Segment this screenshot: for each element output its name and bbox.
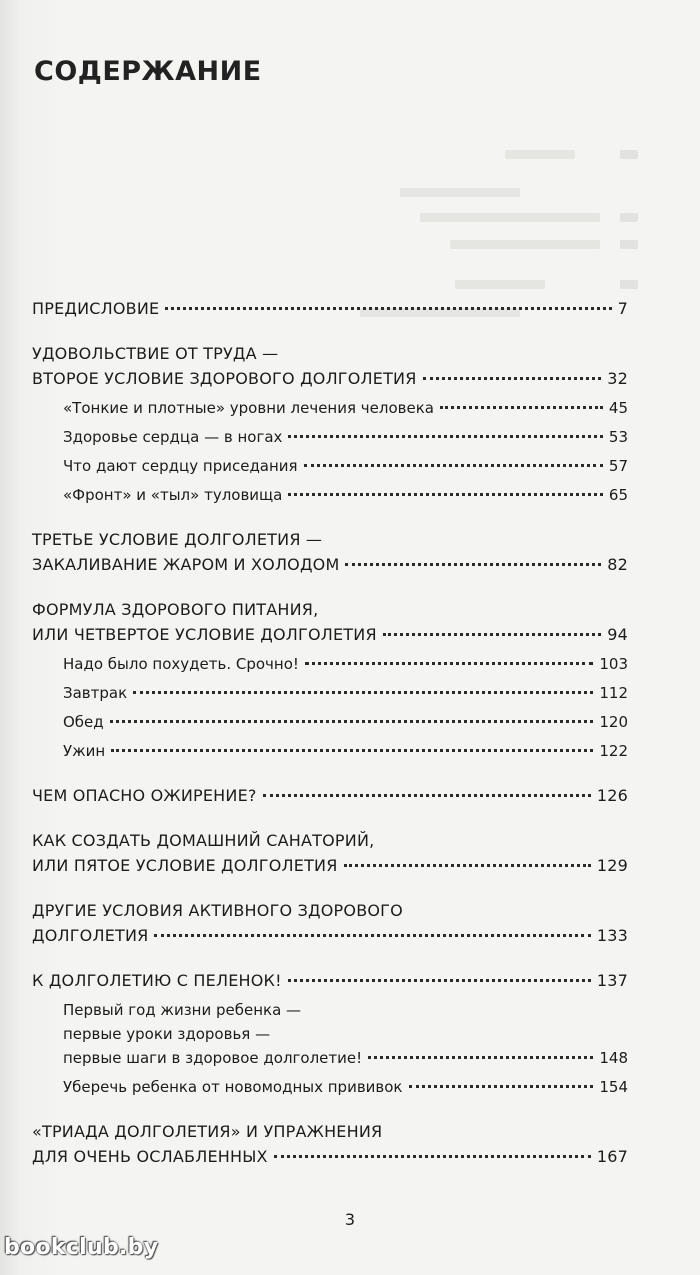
toc-entry-title-line: Первый год жизни ребенка — <box>63 1001 302 1019</box>
toc-subentry <box>63 652 628 676</box>
toc-entry-title-line: ПРЕДИСЛОВИЕ <box>32 299 160 318</box>
toc-entry <box>32 898 628 948</box>
toc-page-number: 120 <box>599 713 628 731</box>
page-number: 3 <box>344 1210 356 1229</box>
toc-subentry <box>63 396 628 420</box>
toc-entry-row <box>63 739 628 763</box>
show-through-text <box>0 0 700 320</box>
toc-entry-title-line: ФОРМУЛА ЗДОРОВОГО ПИТАНИЯ, <box>32 600 319 619</box>
toc-subentry <box>63 739 628 763</box>
toc-entry-title-line: К ДОЛГОЛЕТИЮ С ПЕЛЕНОК! <box>32 971 282 990</box>
toc-entry-title-line: «Тонкие и плотные» уровни лечения человека <box>63 399 434 417</box>
toc-entry-title-line: ИЛИ ЧЕТВЕРТОЕ УСЛОВИЕ ДОЛГОЛЕТИЯ <box>32 625 377 644</box>
table-of-contents <box>32 296 628 1169</box>
toc-entry-row <box>32 853 628 878</box>
toc-entry-title-line: «ТРИАДА ДОЛГОЛЕТИЯ» И УПРАЖНЕНИЯ <box>32 1122 383 1141</box>
toc-entry-row <box>63 1046 628 1070</box>
dot-leader <box>133 691 593 694</box>
dot-leader <box>440 406 603 409</box>
toc-entry-title-line: Завтрак <box>63 684 128 702</box>
toc-page-number: 7 <box>617 299 628 318</box>
toc-entry-title-line: ДРУГИЕ УСЛОВИЯ АКТИВНОГО ЗДОРОВОГО <box>32 901 403 920</box>
toc-entry-row <box>32 923 628 948</box>
dot-leader <box>154 934 590 937</box>
dot-leader <box>165 307 611 310</box>
toc-entry-title-line: Что дают сердцу приседания <box>63 457 298 475</box>
toc-entry-title-line: ВТОРОЕ УСЛОВИЕ ЗДОРОВОГО ДОЛГОЛЕТИЯ <box>32 369 417 388</box>
toc-entry-row <box>63 396 628 420</box>
toc-page-number: 154 <box>599 1078 628 1096</box>
toc-entry-row <box>63 425 628 449</box>
toc-page-number: 126 <box>596 786 628 805</box>
toc-entry-title-line: Здоровье сердца — в ногах <box>63 428 283 446</box>
toc-subentry <box>63 710 628 734</box>
toc-entry-title-line: Уберечь ребенка от новомодных прививок <box>63 1078 403 1096</box>
toc-subentry <box>63 454 628 478</box>
dot-leader <box>345 563 601 566</box>
toc-page-number: 82 <box>607 555 628 574</box>
toc-entry-title-line: Надо было похудеть. Срочно! <box>63 655 299 673</box>
toc-page-number: 129 <box>596 856 628 875</box>
toc-entry <box>32 597 628 647</box>
dot-leader <box>423 377 602 380</box>
dot-leader <box>263 794 591 797</box>
toc-entry-title-line: УДОВОЛЬСТВИЕ ОТ ТРУДА — <box>32 344 279 363</box>
dot-leader <box>288 493 603 496</box>
toc-entry-title-line: первые уроки здоровья — <box>63 1025 271 1043</box>
toc-entry-title-line: Обед <box>63 713 104 731</box>
dot-leader <box>111 749 593 752</box>
toc-page-number: 133 <box>596 926 628 945</box>
dot-leader <box>344 864 591 867</box>
toc-page-number: 122 <box>599 742 628 760</box>
dot-leader <box>274 1155 591 1158</box>
toc-page-number: 137 <box>596 971 628 990</box>
toc-entry-row <box>32 296 628 321</box>
toc-entry-row <box>63 710 628 734</box>
toc-entry-row <box>63 483 628 507</box>
toc-page-number: 57 <box>608 457 628 475</box>
toc-entry-row <box>63 681 628 705</box>
toc-entry-row <box>32 968 628 993</box>
toc-entry-row <box>32 622 628 647</box>
toc-page-number: 112 <box>599 684 628 702</box>
toc-entry-row <box>32 783 628 808</box>
toc-page-number: 148 <box>599 1049 628 1067</box>
dot-leader <box>409 1085 594 1088</box>
toc-entry <box>32 968 628 993</box>
watermark-text: bookclub.by <box>4 1235 159 1260</box>
toc-page-number: 45 <box>608 399 628 417</box>
dot-leader <box>383 633 601 636</box>
dot-leader <box>110 720 594 723</box>
toc-subentry <box>63 1075 628 1099</box>
toc-entry-title-line: «Фронт» и «тыл» туловища <box>63 486 283 504</box>
toc-page-number: 94 <box>607 625 628 644</box>
toc-entry-row <box>32 552 628 577</box>
dot-leader <box>288 979 591 982</box>
toc-entry-title-line: ДОЛГОЛЕТИЯ <box>32 926 149 945</box>
toc-entry-row <box>63 1075 628 1099</box>
toc-entry-title-line: ТРЕТЬЕ УСЛОВИЕ ДОЛГОЛЕТИЯ — <box>32 530 323 549</box>
toc-entry <box>32 783 628 808</box>
toc-entry <box>32 341 628 391</box>
toc-entry <box>32 527 628 577</box>
toc-subentry <box>63 998 628 1070</box>
toc-entry-title-line: ДЛЯ ОЧЕНЬ ОСЛАБЛЕННЫХ <box>32 1147 268 1166</box>
dot-leader <box>304 464 603 467</box>
toc-entry <box>32 296 628 321</box>
toc-entry <box>32 1119 628 1169</box>
toc-entry-title-line: первые шаги в здоровое долголетие! <box>63 1049 363 1067</box>
toc-page-number: 53 <box>608 428 628 446</box>
dot-leader <box>288 435 603 438</box>
dot-leader <box>305 662 593 665</box>
dot-leader <box>368 1056 593 1059</box>
toc-page-number: 103 <box>599 655 628 673</box>
toc-entry <box>32 828 628 878</box>
toc-entry-title-line: ЧЕМ ОПАСНО ОЖИРЕНИЕ? <box>32 786 257 805</box>
toc-page-number: 32 <box>607 369 628 388</box>
toc-entry-title-line: ЗАКАЛИВАНИЕ ЖАРОМ И ХОЛОДОМ <box>32 555 340 574</box>
toc-subentry <box>63 425 628 449</box>
toc-entry-row <box>63 652 628 676</box>
toc-entry-row <box>32 366 628 391</box>
toc-page-number: 65 <box>608 486 628 504</box>
toc-entry-title-line: Ужин <box>63 742 106 760</box>
toc-entry-row <box>32 1144 628 1169</box>
toc-page-number: 167 <box>596 1147 628 1166</box>
toc-subentry <box>63 681 628 705</box>
toc-entry-row <box>63 454 628 478</box>
toc-subentry <box>63 483 628 507</box>
toc-entry-title-line: КАК СОЗДАТЬ ДОМАШНИЙ САНАТОРИЙ, <box>32 831 375 850</box>
toc-entry-title-line: ИЛИ ПЯТОЕ УСЛОВИЕ ДОЛГОЛЕТИЯ <box>32 856 338 875</box>
page-title: СОДЕРЖАНИЕ <box>34 56 262 87</box>
